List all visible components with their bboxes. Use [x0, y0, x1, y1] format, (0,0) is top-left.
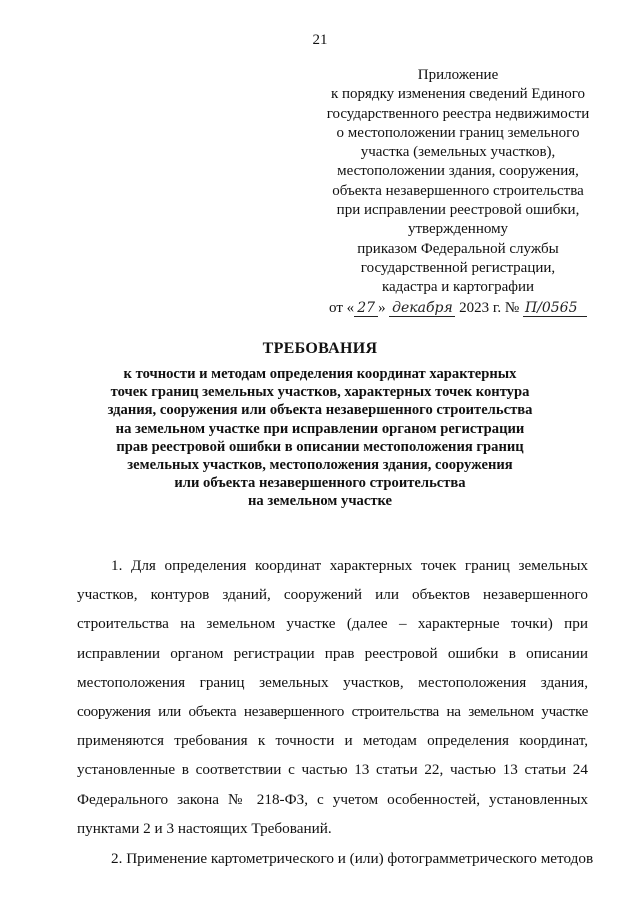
title-block [0, 340, 640, 511]
appendix-line: государственного реестра недвижимости [326, 105, 590, 122]
appendix-line: местоположении здания, сооружения, [337, 163, 579, 180]
order-date-line [310, 299, 606, 318]
document-subtitle [0, 365, 640, 511]
subtitle-line: точек границ земельных участков, характерных точек контура [110, 384, 530, 401]
order-month-handwritten: декабря [389, 301, 455, 317]
paragraph-line: Федерального закона № 218-ФЗ, с учетом особенностей, установленных [77, 790, 588, 808]
paragraph-line: 2. Применение картометрического и (или) фотограмметрического методов [111, 850, 594, 868]
order-mid: » [378, 299, 386, 316]
subtitle-line: на земельном участке [247, 493, 393, 510]
appendix-line: о местоположении границ земельного [336, 124, 580, 141]
order-number-handwritten: П/0565 [523, 301, 587, 317]
appendix-line: участка (земельных участков), [360, 144, 556, 161]
appendix-line: к порядку изменения сведений Единого [330, 86, 586, 103]
appendix-line: объекта незавершенного строительства [332, 182, 584, 199]
appendix-line: государственной регистрации, [360, 259, 556, 276]
appendix-line: Приложение [417, 67, 499, 83]
paragraph-line: местоположения границ земельных участков, местоположения здания, [77, 673, 588, 691]
subtitle-line: на земельном участке при исправлении органом регистрации [115, 420, 525, 437]
order-prefix: от « [329, 299, 355, 316]
paragraph-line: пунктами 2 и 3 настоящих Требований. [77, 819, 332, 837]
appendix-line: кадастра и картографии [381, 279, 535, 296]
subtitle-line: или объекта незавершенного строительства [174, 475, 466, 492]
paragraph-line: строительства на земельном участке (далее – характерные точки) при [77, 615, 588, 633]
paragraph-line: установленные в соответствии с частью 13 статьи 22, частью 13 статьи 24 [77, 761, 588, 779]
subtitle-line: земельных участков, местоположения здания, сооружения [127, 457, 513, 474]
paragraph-2 [77, 844, 594, 873]
paragraph-line: исправлении органом регистрации прав реестровой ошибки в описании [77, 644, 588, 662]
appendix-line: приказом Федеральной службы [357, 240, 559, 257]
paragraph-line: участков, контуров зданий, сооружений или объектов незавершенного [77, 586, 588, 604]
paragraph-1 [77, 551, 588, 843]
subtitle-line: прав реестровой ошибки в описании местоположения границ [116, 438, 524, 455]
appendix-line: утвержденному [407, 221, 509, 238]
subtitle-line: здания, сооружения или объекта незавершенного строительства [107, 402, 533, 419]
order-year: 2023 г. № [459, 299, 520, 316]
page-number: 21 [312, 32, 328, 48]
appendix-block [310, 66, 606, 318]
paragraph-line: применяются требования к точности и методам определения координат, [77, 732, 588, 750]
order-day-handwritten: 27 [354, 301, 378, 317]
paragraph-line: 1. Для определения координат характерных точек границ земельных [111, 557, 588, 574]
paragraph-line: сооружения или объекта незавершенного строительства на земельном участке [77, 703, 588, 721]
body-text [77, 551, 594, 873]
appendix-line: при исправлении реестровой ошибки, [336, 202, 580, 219]
subtitle-line: к точности и методам определения координат характерных [123, 366, 517, 382]
document-title: ТРЕБОВАНИЯ [262, 340, 378, 357]
